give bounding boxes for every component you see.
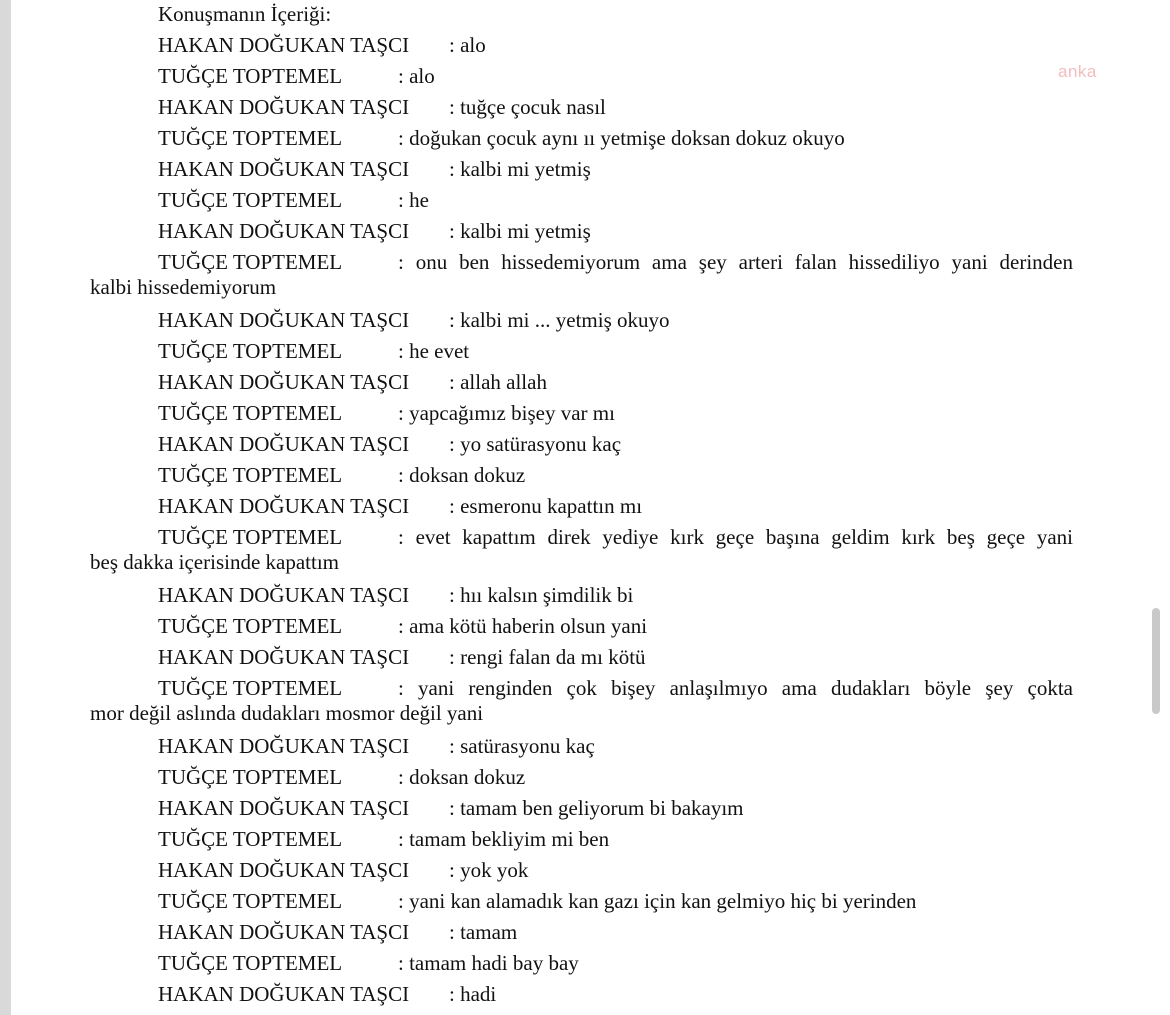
transcript-line — [0, 886, 1170, 917]
utterance-text: : yani kan alamadık kan gazı için kan gelmiyo hiç bi yerinden — [398, 889, 917, 913]
transcript-line — [0, 824, 1170, 855]
speaker-name: TUĞÇE TOPTEMEL — [158, 676, 343, 700]
speaker-name: TUĞÇE TOPTEMEL — [158, 188, 343, 212]
transcript-line — [0, 92, 1170, 123]
transcript-line — [0, 855, 1170, 886]
speaker-name: HAKAN DOĞUKAN TAŞCI — [158, 494, 410, 518]
utterance-text: : yapcağımız bişey var mı — [398, 401, 615, 425]
utterance-text: : kalbi mi ... yetmiş okuyo — [449, 308, 670, 332]
utterance-text: : hadi — [449, 982, 497, 1006]
transcript-line — [0, 948, 1170, 979]
speaker-name: TUĞÇE TOPTEMEL — [158, 614, 343, 638]
utterance-text: : onu ben hissedemiyorum ama şey arteri falan hissediliyo yani derinden — [398, 250, 1073, 274]
utterance-text: : alo — [398, 64, 435, 88]
transcript-line — [0, 580, 1170, 611]
speaker-name: HAKAN DOĞUKAN TAŞCI — [158, 796, 410, 820]
utterance-text: : doğukan çocuk aynı ıı yetmişe doksan dokuz okuyo — [398, 126, 845, 150]
transcript-line — [0, 398, 1170, 429]
utterance-text: : ama kötü haberin olsun yani — [398, 614, 648, 638]
transcript-line — [0, 731, 1170, 762]
scrollbar[interactable] — [1152, 608, 1160, 714]
transcript-line — [0, 367, 1170, 398]
transcript-line — [0, 429, 1170, 460]
transcript — [0, 30, 1170, 1010]
speaker-name: HAKAN DOĞUKAN TAŞCI — [158, 734, 410, 758]
speaker-name: HAKAN DOĞUKAN TAŞCI — [158, 645, 410, 669]
speaker-name: HAKAN DOĞUKAN TAŞCI — [158, 858, 410, 882]
speaker-name: HAKAN DOĞUKAN TAŞCI — [158, 920, 410, 944]
utterance-text: : yok yok — [449, 858, 529, 882]
utterance-text: : he — [398, 188, 429, 212]
utterance-text: : tuğçe çocuk nasıl — [449, 95, 606, 119]
transcript-line — [0, 30, 1170, 61]
speaker-name: HAKAN DOĞUKAN TAŞCI — [158, 370, 410, 394]
utterance-text: : alo — [449, 33, 486, 57]
transcript-line — [0, 154, 1170, 185]
transcript-line — [0, 611, 1170, 642]
watermark: anka — [1058, 62, 1097, 81]
transcript-line — [0, 917, 1170, 948]
utterance-text: : he evet — [398, 339, 470, 363]
speaker-name: HAKAN DOĞUKAN TAŞCI — [158, 95, 410, 119]
utterance-text: : tamam ben geliyorum bi bakayım — [449, 796, 744, 820]
utterance-text: : doksan dokuz — [398, 463, 526, 487]
transcript-line — [0, 123, 1170, 154]
speaker-name: HAKAN DOĞUKAN TAŞCI — [158, 432, 410, 456]
speaker-name: HAKAN DOĞUKAN TAŞCI — [158, 219, 410, 243]
speaker-name: HAKAN DOĞUKAN TAŞCI — [158, 982, 410, 1006]
speaker-name: TUĞÇE TOPTEMEL — [158, 401, 343, 425]
utterance-continuation: mor değil aslında dudakları mosmor değil yani — [90, 701, 484, 725]
transcript-line — [0, 460, 1170, 491]
transcript-line — [0, 762, 1170, 793]
speaker-name: TUĞÇE TOPTEMEL — [158, 126, 343, 150]
speaker-name: TUĞÇE TOPTEMEL — [158, 250, 343, 274]
utterance-text: : satürasyonu kaç — [449, 734, 595, 758]
utterance-text: : rengi falan da mı kötü — [449, 645, 646, 669]
speaker-name: TUĞÇE TOPTEMEL — [158, 951, 343, 975]
transcript-line — [0, 522, 1170, 580]
speaker-name: TUĞÇE TOPTEMEL — [158, 827, 343, 851]
transcript-line — [0, 305, 1170, 336]
transcript-line — [0, 491, 1170, 522]
utterance-text: : yo satürasyonu kaç — [449, 432, 622, 456]
speaker-name: TUĞÇE TOPTEMEL — [158, 463, 343, 487]
speaker-name: TUĞÇE TOPTEMEL — [158, 525, 343, 549]
utterance-text: : hıı kalsın şimdilik bi — [449, 583, 634, 607]
speaker-name: TUĞÇE TOPTEMEL — [158, 339, 343, 363]
speaker-name: TUĞÇE TOPTEMEL — [158, 64, 343, 88]
speaker-name: TUĞÇE TOPTEMEL — [158, 889, 343, 913]
utterance-text: : yani renginden çok bişey anlaşılmıyo ama dudakları böyle şey çokta — [398, 676, 1073, 700]
utterance-text: : kalbi mi yetmiş — [449, 157, 591, 181]
document-heading: Konuşmanın İçeriği: — [158, 2, 332, 26]
speaker-name: HAKAN DOĞUKAN TAŞCI — [158, 583, 410, 607]
utterance-text: : allah allah — [449, 370, 547, 394]
utterance-text: : esmeronu kapattın mı — [449, 494, 643, 518]
speaker-name: HAKAN DOĞUKAN TAŞCI — [158, 157, 410, 181]
transcript-line — [0, 642, 1170, 673]
utterance-text: : tamam — [449, 920, 518, 944]
transcript-line — [0, 673, 1170, 731]
utterance-text: : tamam bekliyim mi ben — [398, 827, 610, 851]
utterance-text: : evet kapattım direk yediye kırk geçe başına geldim kırk beş geçe yani — [398, 525, 1073, 549]
utterance-continuation: beş dakka içerisinde kapattım — [90, 550, 339, 574]
transcript-line — [0, 216, 1170, 247]
utterance-text: : tamam hadi bay bay — [398, 951, 579, 975]
transcript-line — [0, 793, 1170, 824]
speaker-name: TUĞÇE TOPTEMEL — [158, 765, 343, 789]
transcript-line — [0, 185, 1170, 216]
speaker-name: HAKAN DOĞUKAN TAŞCI — [158, 33, 410, 57]
utterance-continuation: kalbi hissedemiyorum — [90, 275, 277, 299]
utterance-text: : kalbi mi yetmiş — [449, 219, 591, 243]
transcript-line — [0, 61, 1170, 92]
transcript-line — [0, 979, 1170, 1010]
transcript-line — [0, 336, 1170, 367]
transcript-line — [0, 247, 1170, 305]
speaker-name: HAKAN DOĞUKAN TAŞCI — [158, 308, 410, 332]
utterance-text: : doksan dokuz — [398, 765, 526, 789]
